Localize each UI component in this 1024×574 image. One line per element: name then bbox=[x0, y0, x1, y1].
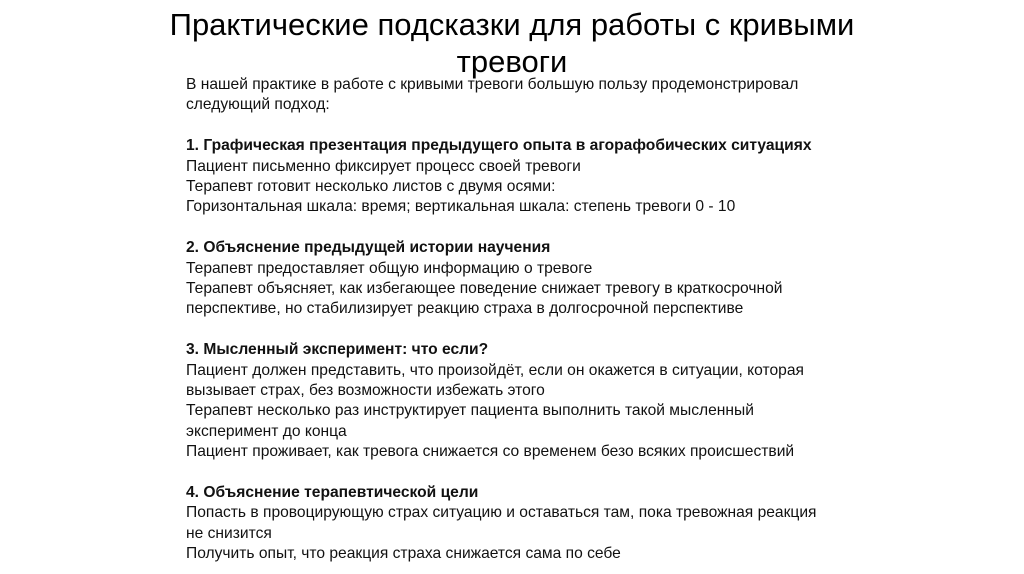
section-line: Попасть в провоцирующую страх ситуацию и оставаться там, пока тревожная реакция bbox=[186, 504, 817, 522]
section-line: перспективе, но стабилизирует реакцию страха в долгосрочной перспективе bbox=[186, 300, 744, 318]
spacer bbox=[186, 463, 906, 483]
section-line: Пациент письменно фиксирует процесс своей тревоги bbox=[186, 157, 581, 175]
section-line: Пациент проживает, как тревога снижается со временем безо всяких происшествий bbox=[186, 443, 795, 461]
slide-body bbox=[186, 75, 906, 565]
spacer bbox=[186, 218, 906, 238]
section-line: Горизонтальная шкала: время; вертикальная шкала: степень тревоги 0 - 10 bbox=[186, 198, 736, 216]
section-heading: 1. Графическая презентация предыдущего опыта в агорафобических ситуациях bbox=[186, 137, 812, 155]
section-line: Пациент должен представить, что произойдёт, если он окажется в ситуации, которая bbox=[186, 361, 804, 379]
section-line: Терапевт предоставляет общую информацию о тревоге bbox=[186, 259, 593, 277]
section-heading: 3. Мысленный эксперимент: что если? bbox=[186, 341, 489, 359]
section-line: Терапевт готовит несколько листов с двумя осями: bbox=[186, 178, 556, 196]
section-line: вызывает страх, без возможности избежать этого bbox=[186, 382, 545, 400]
intro-line: следующий подход: bbox=[186, 96, 330, 114]
section-line: Терапевт несколько раз инструктирует пациента выполнить такой мысленный bbox=[186, 402, 754, 420]
spacer bbox=[186, 116, 906, 136]
section-heading: 2. Объяснение предыдущей истории научения bbox=[186, 239, 551, 257]
intro-line: В нашей практике в работе с кривыми тревоги большую пользу продемонстрировал bbox=[186, 76, 799, 93]
section-line: Терапевт объясняет, как избегающее поведение снижает тревогу в краткосрочной bbox=[186, 280, 783, 298]
slide-title-line: Практические подсказки для работы с кривыми bbox=[169, 7, 855, 42]
section-heading: 4. Объяснение терапевтической цели bbox=[186, 484, 479, 502]
spacer bbox=[186, 320, 906, 340]
section-line: эксперимент до конца bbox=[186, 422, 347, 440]
section-line: Получить опыт, что реакция страха снижается сама по себе bbox=[186, 545, 621, 563]
slide-title-line: тревоги bbox=[456, 44, 568, 79]
section-line: не снизится bbox=[186, 524, 272, 542]
slide-title bbox=[100, 6, 924, 80]
